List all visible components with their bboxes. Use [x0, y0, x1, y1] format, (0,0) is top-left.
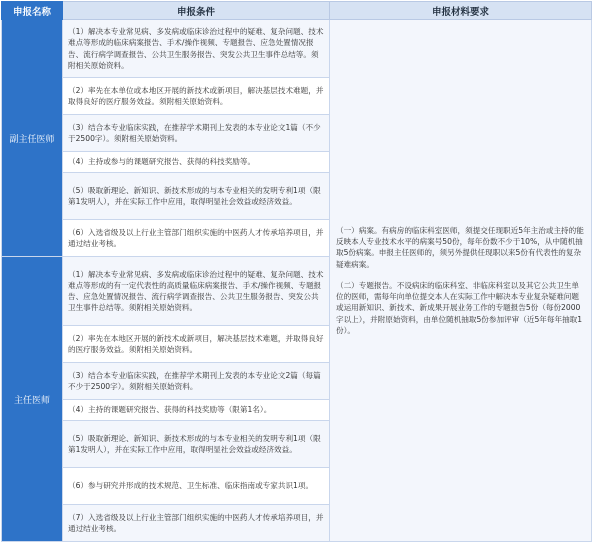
condition-item: （4）主持的课题研究报告、获得的科技奖励等（限第1名）。: [63, 400, 330, 421]
condition-item: （1）解决本专业常见病、多发病或临床诊治过程中的疑难、复杂问题、技术难点等形成的临床病案报告、手术/操作视频、专题报告、应急处置情况报告、流行病学调查报告、公共卫生服务报告、突发公共卫生事件总结等。须附相关原始资料。: [63, 20, 330, 78]
condition-item: （6）入选省级及以上行业主管部门组织实施的中医药人才传承培养项目，并通过结业考核。: [63, 220, 330, 257]
condition-item: （2）率先在本地区开展的新技术或新项目，解决基层技术难题，并取得良好的医疗服务效益。须附相关原始资料。: [63, 326, 330, 363]
table-header-row: [2, 2, 592, 20]
materials-special-report: （二）专题报告。不设病床的临床科室、非临床科室以及其它公共卫生单位的医师，需每年向单位提交本人在实际工作中解决本专业复杂疑难问题或运用新知识、新技术、新成果开展业务工作的专题报告5份（每份2000字以上），并附原始资料，由单位随机抽取5份参加评审（近5年每年抽取1份）。: [336, 280, 583, 335]
condition-item: （3）结合本专业临床实践，在推荐学术期刊上发表的本专业论文1篇（不少于2500字）。须附相关原始资料。: [63, 115, 330, 152]
condition-item: （1）解决本专业常见病、多发病或临床诊治过程中的疑难、复杂问题、技术难点等形成的有一定代表性的高质量临床病案报告、手术/操作视频、专题报告、应急处置情况报告、流行病学调查报告、公共卫生服务报告、突发公共卫生事件总结等。须附相关原始资料。: [63, 257, 330, 326]
condition-item: （5）吸取新理论、新知识、新技术形成的与本专业相关的发明专利1项（限第1发明人），并在实际工作中应用，取得明显社会效益或经济效益。: [63, 421, 330, 468]
condition-item: （4）主持或参与的课题研究报告、获得的科技奖励等。: [63, 152, 330, 173]
row-title-chief: 主任医师: [2, 257, 63, 542]
condition-item: （7）入选省级及以上行业主管部门组织实施的中医药人才传承培养项目，并通过结业考核。: [63, 505, 330, 542]
row-title-deputy: 副主任医师: [2, 20, 63, 257]
condition-item: （5）吸取新理论、新知识、新技术形成的与本专业相关的发明专利1项（限第1发明人），并在实际工作中应用，取得明显社会效益或经济效益。: [63, 173, 330, 220]
condition-item: （3）结合本专业临床实践，在推荐学术期刊上发表的本专业论文2篇（每篇不少于2500字）。须附相关原始资料。: [63, 363, 330, 400]
header-conditions: 申报条件: [63, 2, 330, 20]
table-row: [2, 20, 592, 78]
materials-cell: [330, 20, 592, 542]
header-materials: 申报材料要求: [330, 2, 592, 20]
header-name: 申报名称: [2, 2, 63, 20]
materials-case-records: （一）病案。有病房的临床科室医师，须提交任现职近5年主治或主持的能反映本人专业技术水平的病案号50份，每年份数不少于10%，从中随机抽取5份病案。申报主任医师的，须另外提供任现职以来5份有代表性的复杂疑难病案。: [336, 226, 584, 269]
requirements-table: [1, 1, 592, 542]
condition-item: （6）参与研究并形成的技术规范、卫生标准、临床指南或专家共识1项。: [63, 468, 330, 505]
condition-item: （2）率先在本单位或本地区开展的新技术或新项目，解决基层技术难题，并取得良好的医疗服务效益。须附相关原始资料。: [63, 78, 330, 115]
